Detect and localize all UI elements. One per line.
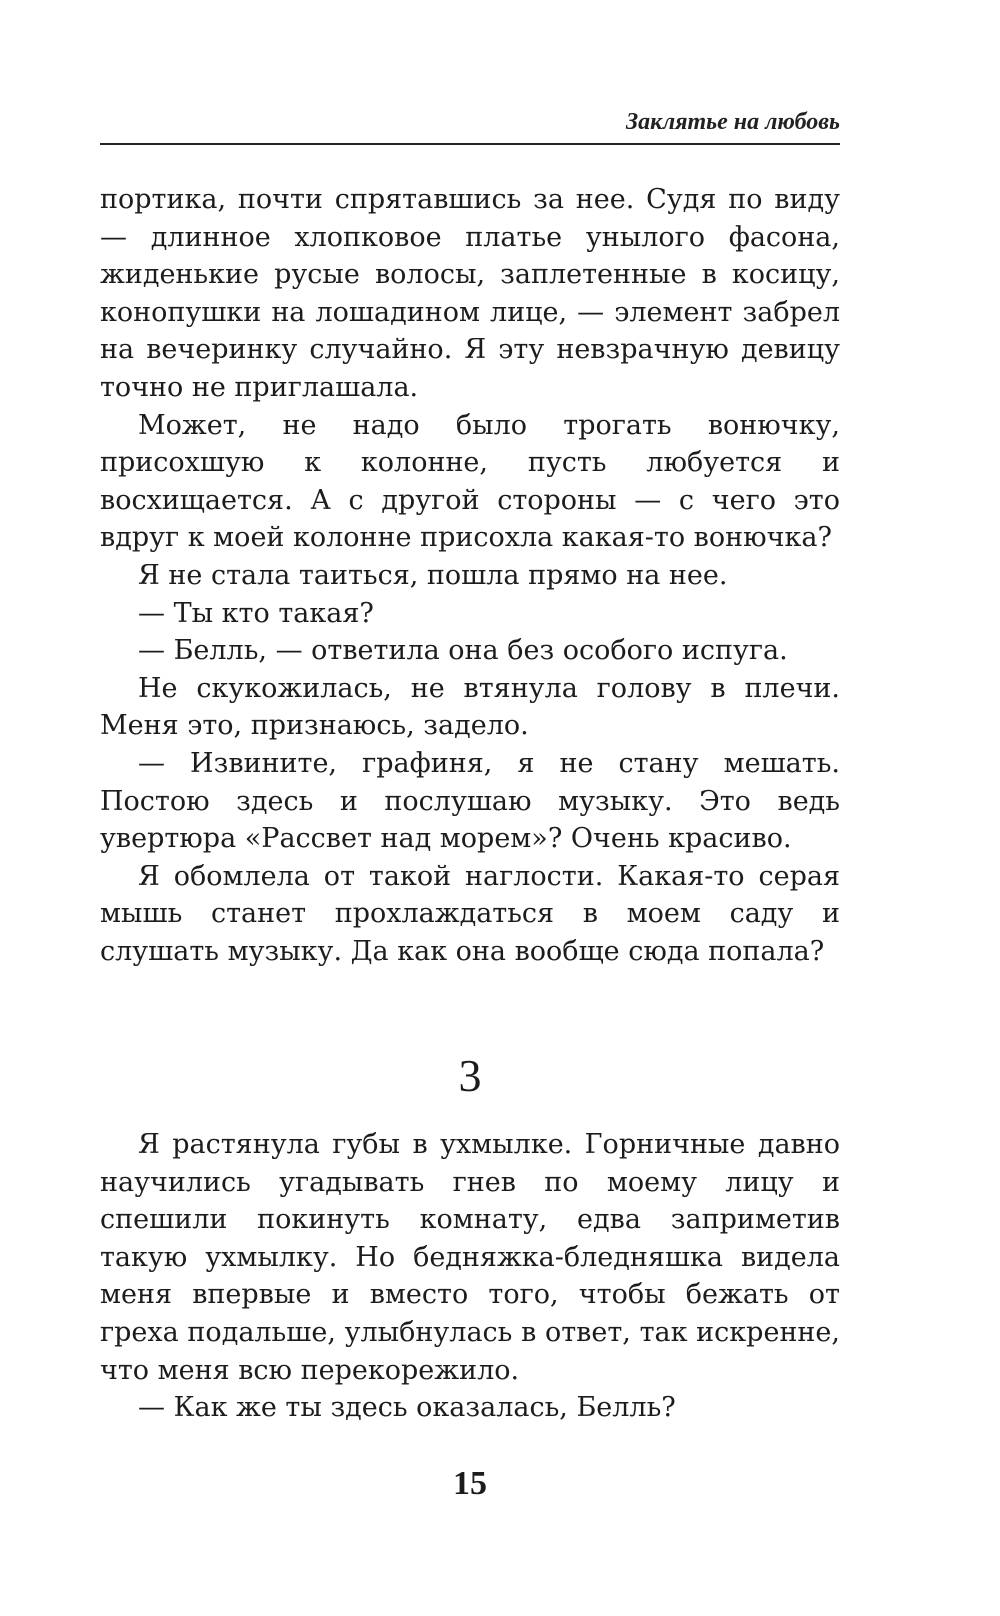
chapter-body-text [100,1126,840,1427]
paragraph: Я не стала таиться, пошла прямо на нее. [138,559,728,591]
header-divider [100,143,840,145]
dialogue-line: — Ты кто такая? [138,597,374,629]
dialogue-line: — Извините, графиня, я не стану мешать. Постою здесь и послушаю музыку. Это ведь увертюра «Рассвет над морем»? Очень красиво. [100,747,840,855]
paragraph: Может, не надо было трогать вонючку, присохшую к колонне, пусть любуется и восхищается. А с другой стороны — с чего это вдруг к моей колонне присохла какая-то вонючка? [100,409,840,554]
dialogue-line: — Как же ты здесь оказалась, Белль? [138,1392,676,1424]
paragraph: Не скукожилась, не втянула голову в плечи. Меня это, признаюсь, задело. [100,672,840,742]
paragraph: портика, почти спрятавшись за нее. Судя по виду — длинное хлопковое платье унылого фасона, жиденькие русые волосы, заплетенные в косицу, конопушки на лошадином лице, — элемент забрел на вечеринку случайно. Я эту невзрачную девицу точно не приглашала. [100,184,840,403]
body-text-before-chapter [100,181,840,970]
paragraph: Я растянула губы в ухмылке. Горничные давно научились угадывать гнев по моему лицу и спешили покинуть комнату, едва заприметив такую ухмылку. Но бедняжка-бледняшка видела меня впервые и вместо того, чтобы бежать от греха подальше, улыбнулась в ответ, так искренне, что меня всю перекорежило. [100,1129,840,1386]
running-header-title: Заклятье на любовь [625,109,840,135]
dialogue-line: — Белль, — ответила она без особого испуга. [138,635,788,667]
page-number: 15 [453,1465,487,1502]
chapter-number: 3 [458,1050,482,1101]
paragraph: Я обомлела от такой наглости. Какая-то серая мышь станет прохлаждаться в моем саду и слушать музыку. Да как она вообще сюда попала? [100,860,840,967]
